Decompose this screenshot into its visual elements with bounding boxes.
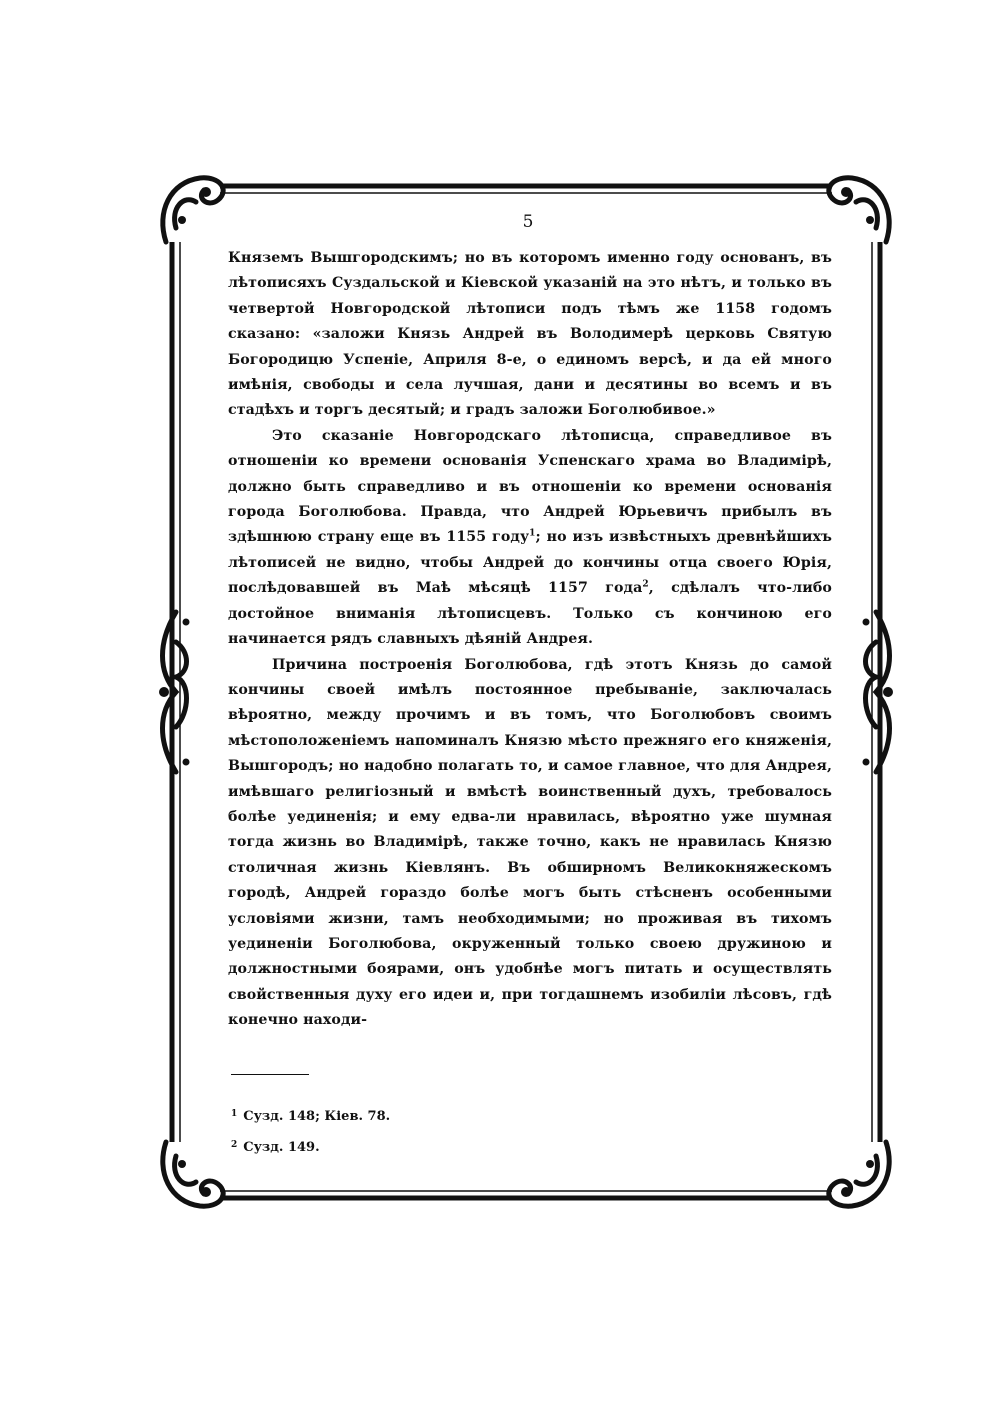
footnotes [231, 1100, 631, 1162]
footnote-ref: 2 [642, 579, 649, 590]
footnote-mark: 1 [231, 1109, 238, 1119]
paragraph [228, 424, 832, 653]
footnote-mark: 2 [231, 1140, 238, 1150]
paragraph-segment: Это сказаніе Новгородскаго лѣтописца, справедливое въ отношеніи ко времени основанія Успенскаго храма во Владимірѣ, должно быть справедливо и въ отношеніи ко времени основанія города Боголюбова. Правда, что Андрей Юрьевичъ прибылъ въ здѣшнюю страну еще въ 1155 году [228, 427, 832, 546]
footnote-text: Сузд. 149. [243, 1140, 320, 1155]
paragraph: Причина построенія Боголюбова, гдѣ этотъ Князь до самой кончины своей имѣлъ постоянное пребываніе, заключалась вѣроятно, между прочимъ и въ томъ, что Боголюбовъ своимъ мѣстоположеніемъ напоминалъ Князю мѣсто прежняго его княженія, Вышгородъ; но надобно полагать то, и самое главное, что для Андрея, имѣвшаго религіозный и вмѣстѣ воинственный духъ, требовалось болѣе уединенія; и ему едва-ли нравилась, вѣроятно уже шумная тогда жизнь во Владимірѣ, также точно, какъ не нравилась Князю столичная жизнь Кіевлянъ. Въ обширномъ Великокняжескомъ городѣ, Андрей гораздо болѣе могъ быть стѣсненъ особенными условіями жизни, тамъ необходимыми; но проживая въ тихомъ уединеніи Боголюбова, окруженный только своею дружиною и должностными боярами, онъ удобнѣе могъ питать и осуществлять свойственныя духу его идеи и, при тогдашнемъ изобиліи лѣсовъ, гдѣ конечно находи- [228, 656, 832, 1029]
paragraph: Княземъ Вышгородскимъ; но въ которомъ именно году основанъ, въ лѣтописяхъ Суздальской и Кіевской указаній на это нѣтъ, и только въ четвертой Новгородской лѣтописи подъ тѣмъ же 1158 годомъ сказано: «заложи Князь Андрей въ Володимерѣ церковь Святую Богородицю Успеніе, Априля 8-е, о единомъ версѣ, и да ей много имѣнія, свободы и села лучшая, дани и десятины во всемъ и въ стадѣхъ и торгъ десятый; и градъ заложи Боголюбивое.» [228, 250, 832, 419]
footnote-divider [231, 1074, 309, 1075]
footnote-text: Сузд. 148; Кіев. 78. [243, 1109, 391, 1124]
paragraph-segment: ; но изъ извѣстныхъ древнѣйшихъ лѣтописей не видно, чтобы Андрей до кончины отца своего Юрія, послѣдовавшей въ Маѣ мѣсяцѣ 1157 года [228, 529, 832, 597]
footnote [231, 1131, 631, 1162]
paragraph-segment: , сдѣлалъ что-либо достойное вниманія лѣтописцевъ. Только съ кончиною его начинается рядъ славныхъ дѣяній Андрея. [228, 580, 832, 648]
footnote [231, 1100, 631, 1131]
body-text [228, 246, 832, 1034]
page-number: 5 [522, 212, 534, 232]
footnote-ref: 1 [529, 528, 536, 539]
